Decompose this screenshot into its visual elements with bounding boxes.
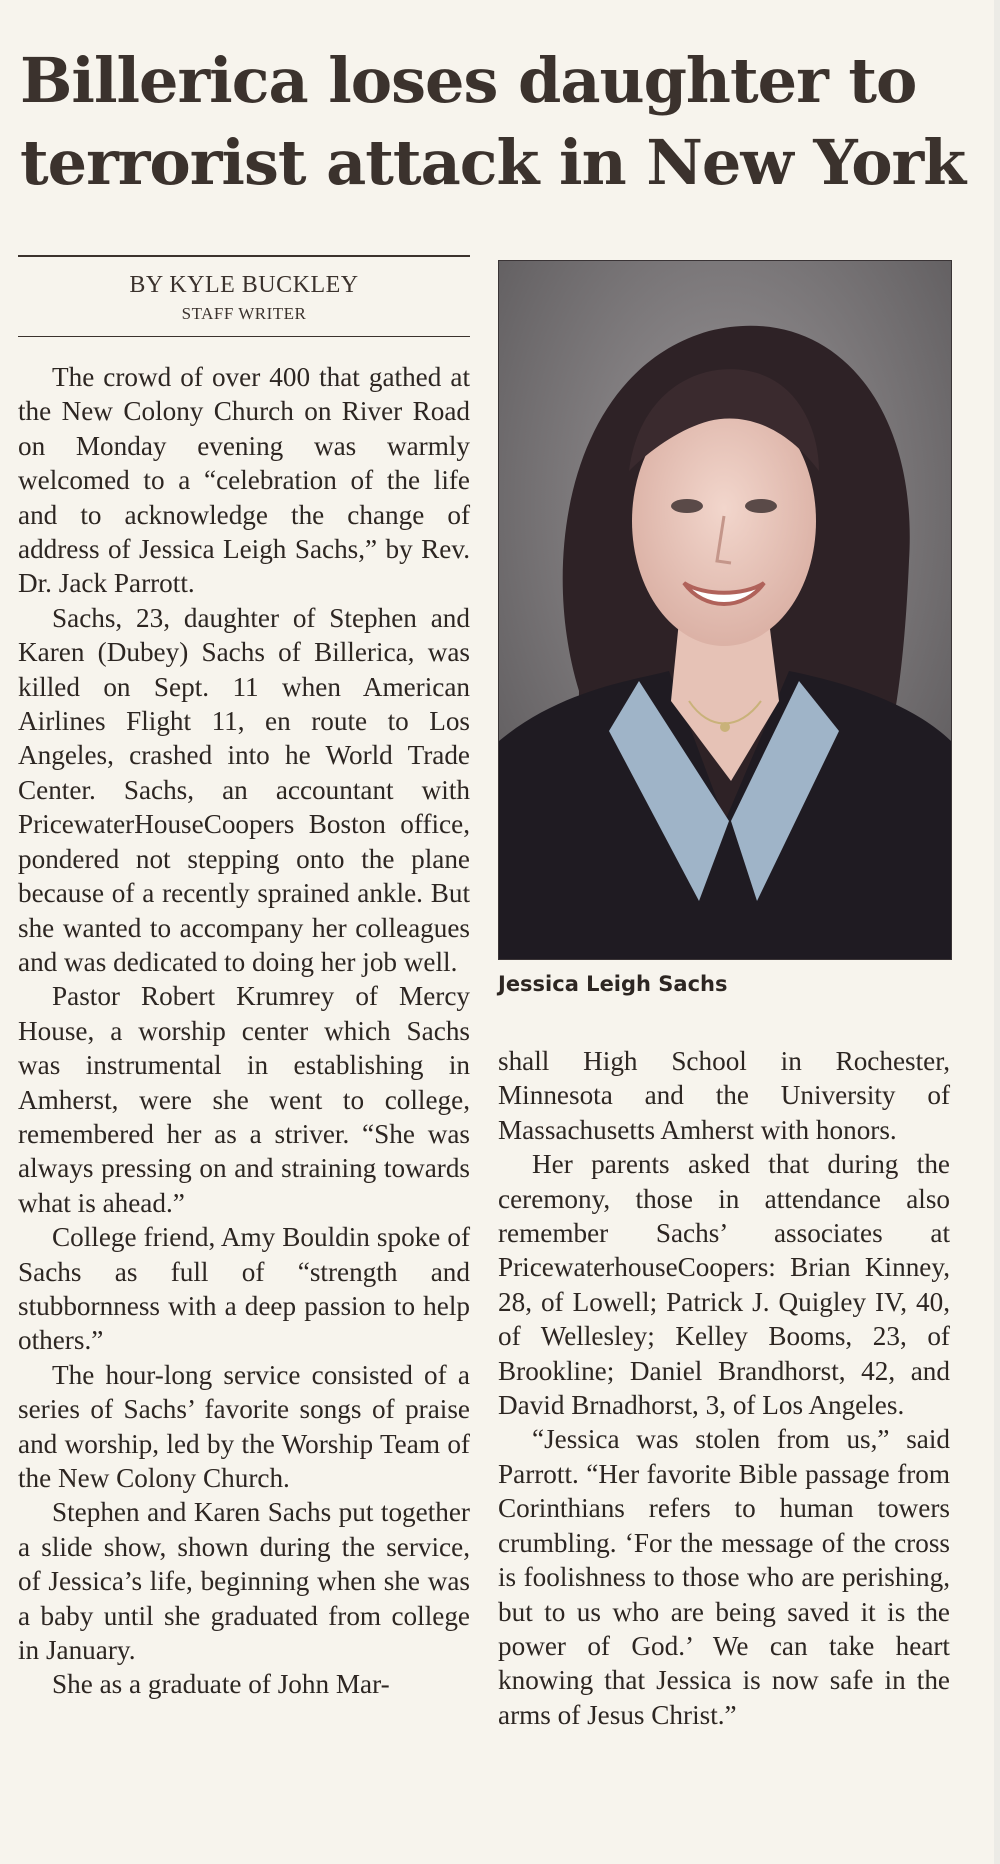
- headline-line-2: terrorist attack in New York: [20, 126, 966, 199]
- article-paragraph: shall High School in Rochester, Minnesota and the University of Massachusetts Amherst with honors.: [498, 1046, 950, 1145]
- byline-top-rule: [18, 255, 470, 257]
- portrait-photo: [498, 260, 952, 960]
- article-paragraph: Stephen and Karen Sachs put together a slide show, shown during the service, of Jessica’s life, beginning when she was a baby until she graduated from college in January.: [18, 1497, 470, 1666]
- article-paragraph: Sachs, 23, daughter of Stephen and Karen (Dubey) Sachs of Billerica, was killed on Sept. 11 when American Airlines Flight 11, en route to Los Angeles, crashed into he World Trade Center. Sachs, an accountant with PricewaterHouseCoopers Boston office, pondered not stepping onto the plane because of a recently sprained ankle. But she wanted to accompany her colleagues and was dedicated to doing her job well.: [18, 602, 470, 977]
- article-paragraph: Her parents asked that during the ceremony, those in attendance also remember Sachs’ associates at PricewaterhouseCoopers: Brian Kinney, 28, of Lowell; Patrick J. Quigley IV, 40, of Wellesley; Kelley Booms, 23, of Brookline; Daniel Brandhorst, 42, and David Brnadhorst, 3, of Los Angeles.: [498, 1149, 950, 1421]
- byline-bottom-rule: [18, 336, 470, 337]
- headline-line-1: Billerica loses daughter to: [20, 44, 917, 117]
- byline-author: BY KYLE BUCKLEY: [129, 272, 359, 298]
- article-column-2: [498, 1044, 950, 1732]
- headline: [20, 40, 980, 204]
- byline-title: STAFF WRITER: [181, 304, 307, 323]
- article-paragraph: College friend, Amy Bouldin spoke of Sachs as full of “strength and stubbornness with a deep passion to help others.”: [18, 1222, 470, 1356]
- photo-caption: Jessica Leigh Sachs: [498, 972, 728, 996]
- article-paragraph: “Jessica was stolen from us,” said Parrott. “Her favorite Bible passage from Corinthians refers to human towers crumbling. ‘For the message of the cross is foolishness to those who are perishing, but to us who are being saved it is the power of God.’ We can take heart knowing that Jessica is now safe in the arms of Jesus Christ.”: [498, 1424, 950, 1730]
- article-column-1: [18, 360, 470, 1702]
- article-paragraph: She as a graduate of John Mar-: [52, 1669, 390, 1700]
- article-paragraph: Pastor Robert Krumrey of Mercy House, a worship center which Sachs was instrumental in establishing in Amherst, were she went to college, remembered her as a striver. “She was always pressing on and straining towards what is ahead.”: [18, 981, 470, 1218]
- article-paragraph: The hour-long service consisted of a series of Sachs’ favorite songs of praise and worship, led by the Worship Team of the New Colony Church.: [18, 1359, 470, 1493]
- article-paragraph: The crowd of over 400 that gathed at the New Colony Church on River Road on Monday evening was warmly welcomed to a “celebration of the life and to acknowledge the change of address of Jessica Leigh Sachs,” by Rev. Dr. Jack Parrott.: [18, 362, 470, 599]
- portrait-illustration: [499, 261, 951, 959]
